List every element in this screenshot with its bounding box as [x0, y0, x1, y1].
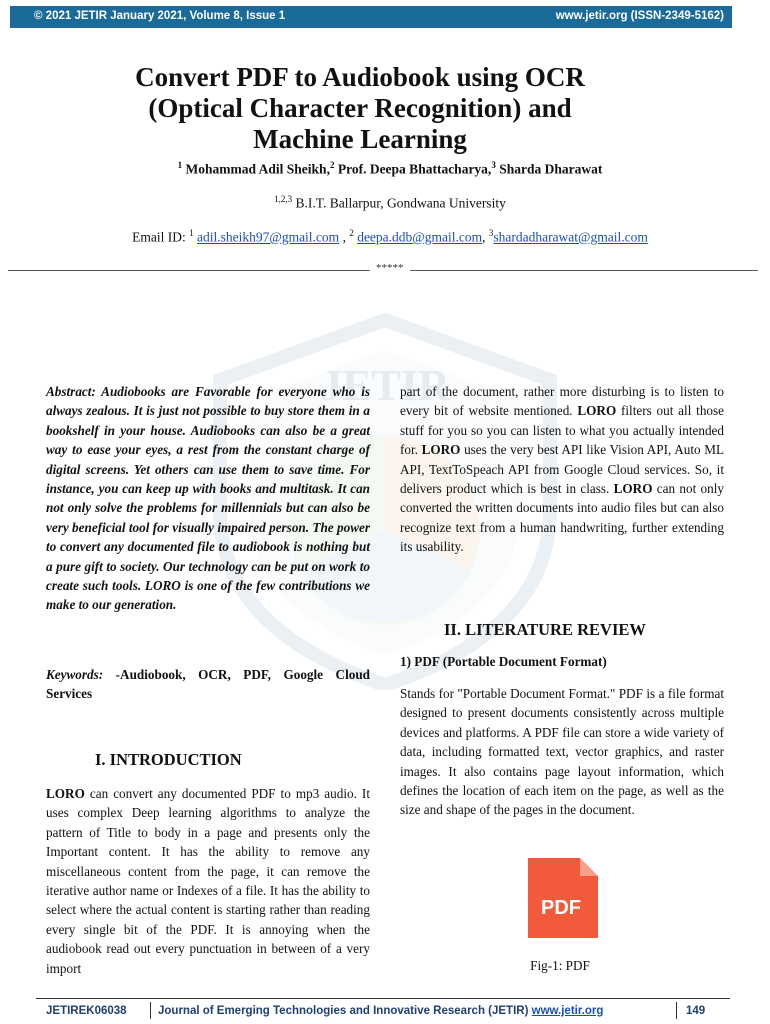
introduction-paragraph	[46, 784, 370, 978]
pdf-icon-label: PDF	[541, 897, 581, 919]
introduction-heading: I. INTRODUCTION	[95, 750, 242, 769]
header-website: www.jetir.org (ISSN-2349-5162)	[555, 10, 724, 22]
author-1: Mohammad Adil Sheikh,	[185, 161, 330, 177]
email-1-sup: 1	[189, 228, 194, 238]
intro-loro-bold: LORO	[46, 786, 85, 801]
author-1-sup: 1	[177, 160, 183, 170]
literature-review-heading: II. LITERATURE REVIEW	[444, 620, 646, 639]
journal-header-bar	[10, 6, 732, 28]
right-text-1: part of the document, rather more disturbing is to listen to every bit of website mentioned.	[400, 384, 724, 419]
email-label: Email ID:	[132, 229, 186, 245]
email-link-1[interactable]: adil.sheikh97@gmail.com	[197, 229, 340, 245]
right-column-paragraph	[400, 382, 724, 557]
affiliation-text: B.I.T. Ballarpur, Gondwana University	[295, 195, 506, 211]
footer-paper-id: JETIREK06038	[46, 1005, 127, 1017]
right-text-3: uses the very best API like Vision API, Auto ML API, TextToSpeach API from Google Cloud services. So, it delivers product which is best in class.	[400, 442, 724, 497]
page-footer	[36, 998, 730, 1021]
email-list: Email ID: $^1$ adil.sheikh97@gmail.com , $^2$ deepa.ddb@gmail.com, $^3$shardadharawat@gmail.com	[132, 228, 648, 245]
watermark-text: JETIR	[320, 361, 450, 410]
author-2: Prof. Deepa Bhattacharya,	[337, 161, 492, 177]
title-line-2: (Optical Character Recognition) and	[148, 93, 572, 123]
footer-divider-2	[676, 1002, 677, 1019]
author-list	[60, 160, 720, 178]
right-loro-1: LORO	[577, 403, 617, 419]
author-3-sup: 3	[491, 160, 496, 170]
author-2-sup: 2	[329, 160, 335, 170]
intro-text: can convert any documented PDF to mp3 audio. It uses complex Deep learning algorithms to analyze the pattern of Title to body in a page and presents only the Important content. It has the ability to remove any miscellaneous content from the page, it can remove the iterative author name or Indexes of a file. It has the ability to select where the actual content is starting rather than reading every single bit of the PDF. It is annoying when the audiobook read out every punctuation in between of a very import	[46, 786, 370, 976]
pdf-description-paragraph: Stands for "Portable Document Format." PDF is a file format designed to present documents consistently across multiple devices and platforms. A PDF file can store a wide variety of data, including formatted text, vector graphics, and raster images. It also contains page layout information, which defines the location of each item on the page, as well as the size and shape of the pages in the document.	[400, 686, 724, 818]
footer-page-number: 149	[686, 1005, 706, 1017]
keywords-text: Audiobook, OCR, PDF, Google Cloud Services	[46, 667, 370, 702]
right-text-2: filters out all those stuff for you so you can listen to what you actually intended for.	[400, 403, 724, 458]
keywords-label: Keywords: -	[46, 667, 121, 682]
header-issue-info: © 2021 JETIR January 2021, Volume 8, Issue 1	[34, 10, 286, 22]
figure-caption: Fig-1: PDF	[530, 958, 590, 973]
pdf-file-icon	[528, 858, 598, 938]
title-line-3: Machine Learning	[253, 124, 467, 154]
footer-divider-1	[150, 1002, 151, 1019]
affiliation	[60, 194, 720, 212]
author-3: Sharda Dharawat	[499, 161, 603, 177]
keywords-paragraph	[46, 665, 370, 704]
footer-website-link[interactable]: www.jetir.org	[531, 1005, 604, 1017]
right-loro-2: LORO	[421, 442, 461, 458]
email-3-sup: 3	[488, 228, 494, 238]
separator-stars: *****	[376, 262, 404, 274]
right-loro-3: LORO	[613, 481, 653, 497]
email-link-3[interactable]: shardadharawat@gmail.com	[493, 229, 648, 245]
email-link-2[interactable]: deepa.ddb@gmail.com	[357, 229, 483, 245]
paper-title	[60, 62, 660, 155]
right-text-4: can not only converted the written documents into audio files but can also recognize text from a human handwriting, further extending its usability.	[400, 481, 724, 555]
separator-line-left	[8, 270, 370, 271]
separator-line-right	[410, 270, 758, 271]
title-line-1: Convert PDF to Audiobook using OCR	[135, 62, 585, 92]
section-separator	[8, 262, 758, 276]
affiliation-sup: 1,2,3	[274, 194, 293, 204]
abstract-paragraph: Abstract: Audiobooks are Favorable for everyone who is always zealous. It is just not possible to buy store them in a bookshelf in your house. Audiobooks can also be a great way to ease your eyes, a rest from the constant charge of digital screens. Yet others can use them to save time. For instance, you can keep up with books and multitask. It can not only solve the problems for millennials but can also be very beneficial tool for visually impaired person. The power to convert any documented file to audiobook is nothing but a pure gift to society. Our technology can be put on work to create such tools. LORO is one of the few contributions we make to our generation.	[46, 384, 370, 613]
email-2-sup: 2	[349, 228, 354, 238]
pdf-subheading: 1) PDF (Portable Document Format)	[400, 654, 607, 669]
footer-journal-name: Journal of Emerging Technologies and Innovative Research (JETIR)	[158, 1005, 532, 1017]
footer-journal	[158, 1005, 603, 1017]
